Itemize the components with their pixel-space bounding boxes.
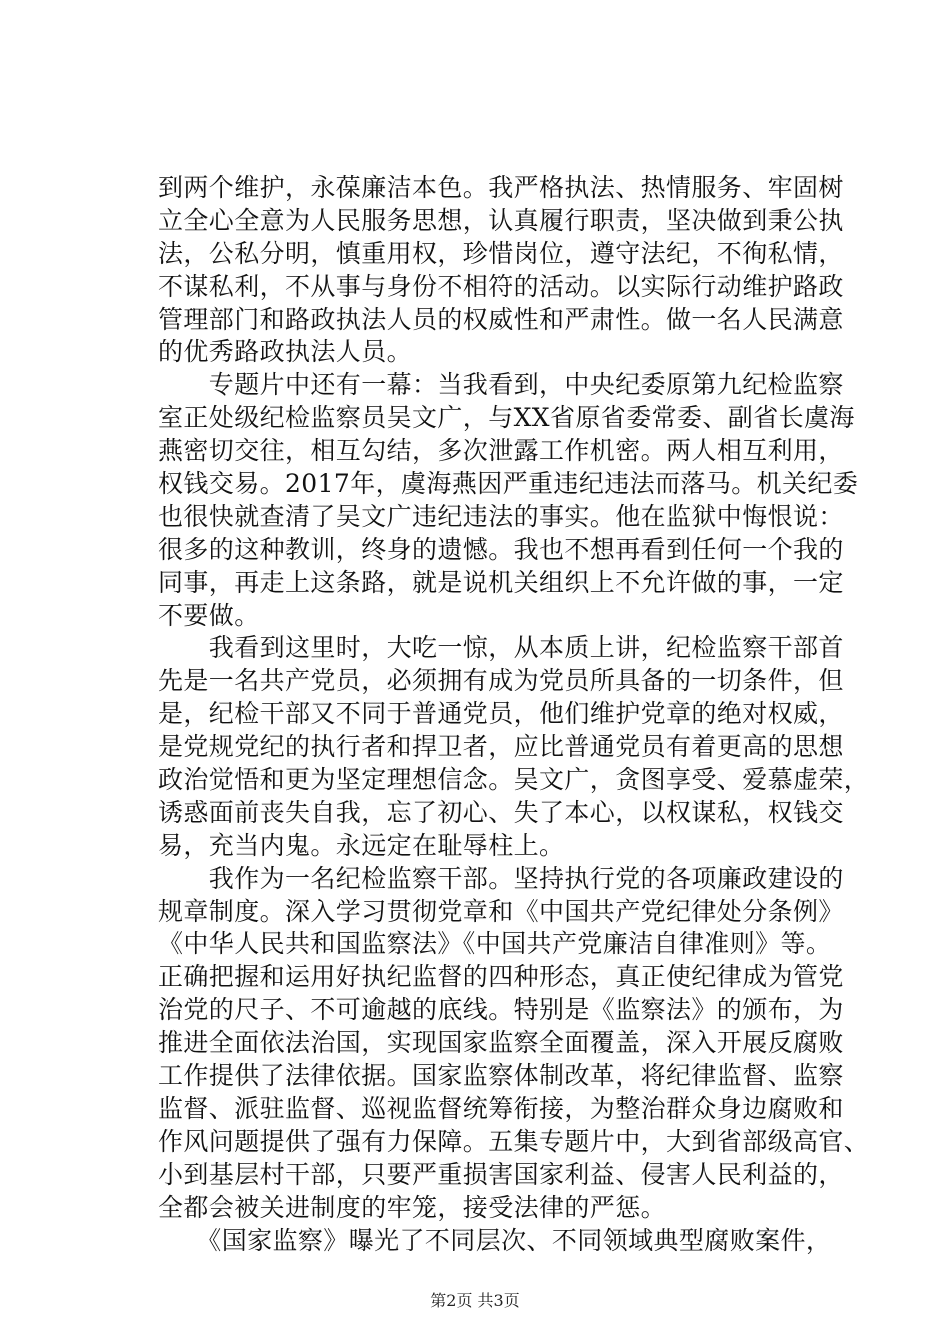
- text-line: 监督、派驻监督、巡视监督统筹衔接，为整治群众身边腐败和: [158, 1093, 844, 1123]
- text-line: 立全心全意为人民服务思想，认真履行职责，坚决做到秉公执: [158, 205, 844, 235]
- text-line: 是党规党纪的执行者和捍卫者，应比普通党员有着更高的思想: [158, 732, 844, 762]
- text-line: 的优秀路政执法人员。: [158, 337, 413, 367]
- text-line: 同事，再走上这条路，就是说机关组织上不允许做的事，一定: [158, 567, 844, 597]
- text-line: 正确把握和运用好执纪监督的四种形态，真正使纪律成为管党: [158, 962, 844, 992]
- text-line: 治党的尺子、不可逾越的底线。特别是《监察法》的颁布，为: [158, 995, 844, 1025]
- text-line: 《国家监察》曝光了不同层次、不同领域典型腐败案件，: [158, 1225, 832, 1255]
- text-line: 政治觉悟和更为坚定理想信念。吴文广，贪图享受、爱慕虚荣，: [158, 765, 870, 795]
- text-line: 我看到这里时，大吃一惊，从本质上讲，纪检监察干部首: [158, 633, 844, 663]
- text-line: 到两个维护，永葆廉洁本色。我严格执法、热情服务、牢固树: [158, 173, 844, 202]
- text-line: 室正处级纪检监察员吴文广，与XX省原省委常委、副省长虞海: [158, 403, 855, 433]
- text-line: 我作为一名纪检监察干部。坚持执行党的各项廉政建设的: [158, 863, 844, 893]
- text-line: 是，纪检干部又不同于普通党员，他们维护党章的绝对权威，: [158, 699, 844, 729]
- text-line: 燕密切交往，相互勾结，多次泄露工作机密。两人相互利用，: [158, 436, 844, 466]
- text-line: 很多的这种教训，终身的遗憾。我也不想再看到任何一个我的: [158, 534, 844, 564]
- text-line: 作风问题提供了强有力保障。五集专题片中，大到省部级高官、: [158, 1126, 870, 1156]
- text-line: 专题片中还有一幕：当我看到，中央纪委原第九纪检监察: [158, 370, 844, 400]
- text-line: 也很快就查清了吴文广违纪违法的事实。他在监狱中悔恨说：: [158, 501, 844, 531]
- text-line: 易，充当内鬼。永远定在耻辱柱上。: [158, 830, 565, 860]
- text-line: 法，公私分明，慎重用权，珍惜岗位，遵守法纪，不徇私情，: [158, 238, 844, 268]
- text-line: 先是一名共产党员，必须拥有成为党员所具备的一切条件，但: [158, 666, 844, 696]
- text-line: 全都会被关进制度的牢笼，接受法律的严惩。: [158, 1192, 667, 1222]
- text-line: 工作提供了法律依据。国家监察体制改革，将纪律监督、监察: [158, 1061, 844, 1091]
- text-line: 推进全面依法治国，实现国家监察全面覆盖，深入开展反腐败: [158, 1028, 844, 1058]
- text-line: 诱惑面前丧失自我，忘了初心、失了本心，以权谋私，权钱交: [158, 797, 844, 827]
- text-line: 《中华人民共和国监察法》《中国共产党廉洁自律准则》等。: [158, 929, 832, 959]
- text-line: 管理部门和路政执法人员的权威性和严肃性。做一名人民满意: [158, 304, 844, 334]
- text-line: 权钱交易。2017年，虞海燕因严重违纪违法而落马。机关纪委: [158, 469, 859, 499]
- text-line: 小到基层村干部，只要严重损害国家利益、侵害人民利益的，: [158, 1159, 844, 1189]
- text-line: 规章制度。深入学习贯彻党章和《中国共产党纪律处分条例》: [158, 896, 844, 926]
- page-number-footer: 第2页 共3页: [430, 1291, 520, 1310]
- text-line: 不要做。: [158, 600, 260, 630]
- body-text: [158, 172, 870, 1257]
- text-line: 不谋私利，不从事与身份不相符的活动。以实际行动维护路政: [158, 271, 844, 301]
